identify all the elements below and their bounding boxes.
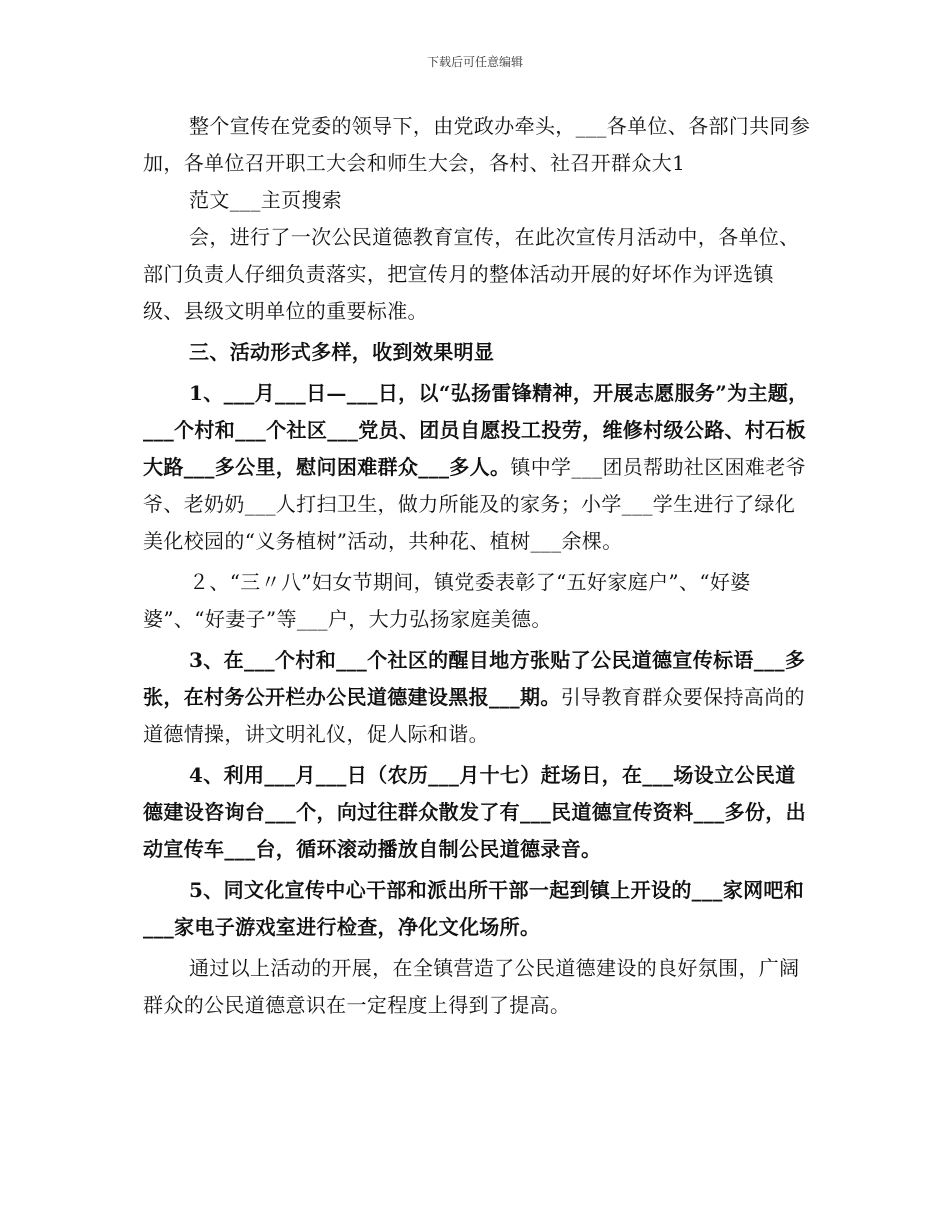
paragraph-item-2: ２、“三〃八”妇女节期间，镇党委表彰了“五好家庭户”、“好婆婆”、“好妻子”等___户，大力弘扬家庭美德。 xyxy=(143,570,751,631)
paragraph-conclusion: 通过以上活动的开展，在全镇营造了公民道德建设的良好氛围，广阔群众的公民道德意识在一定程度上得到了提高。 xyxy=(143,956,800,1017)
paragraph-item-4: 4、利用___月___日（农历___月十七）赶场日，在___场设立公民道德建设咨询台___个，向过往群众散发了有___民道德宣传资料___多份，出动宣传车___台，循环滚动播放自制公民道德录音。 xyxy=(143,763,806,861)
paragraph-meeting: 会，进行了一次公民道德教育宣传，在此次宣传月活动中，各单位、部门负责人仔细负责落实，把宣传月的整体活动开展的好坏作为评选镇级、县级文明单位的重要标准。 xyxy=(143,225,800,323)
paragraph-item-3 xyxy=(143,642,811,753)
item-3-text: 引导教育群众要保持高尚的道德情操，讲文明礼仪，促人际和谐。 xyxy=(143,685,805,746)
section-heading-three: 三、活动形式多样，收到效果明显 xyxy=(189,340,495,364)
item-3-bold-text: 3、在___个村和___个社区的醒目地方张贴了公民道德宣传标语___多张，在村务公开栏办公民道德建设黑报___期。 xyxy=(143,648,806,709)
paragraph-site-note: 范文___主页搜索 xyxy=(189,188,343,212)
item-1-text: 镇中学___团员帮助社区困难老爷爷、老奶奶___人打扫卫生，做力所能及的家务；小学___学生进行了绿化美化校园的“义务植树”活动，共种花、植树___余棵。 xyxy=(143,455,806,553)
paragraph-item-5: 5、同文化宣传中心干部和派出所干部一起到镇上开设的___家网吧和___家电子游戏室进行检查，净化文化场所。 xyxy=(143,878,805,939)
document-body xyxy=(143,108,811,1024)
page-header-note: 下载后可任意编辑 xyxy=(426,55,523,69)
paragraph-item-1 xyxy=(143,375,811,560)
item-1-bold-text: 1、___月___日—___日，以“弘扬雷锋精神，开展志愿服务”为主题，___个村和___个社区___党员、团员自愿投工投劳，维修村级公路、村石板大路___多公里，慰问困难群众___多人。 xyxy=(143,381,809,479)
paragraph-intro: 整个宣传在党委的领导下，由党政办牵头，___各单位、各部门共同参加，各单位召开职工大会和师生大会，各村、社召开群众大1 xyxy=(143,114,811,175)
